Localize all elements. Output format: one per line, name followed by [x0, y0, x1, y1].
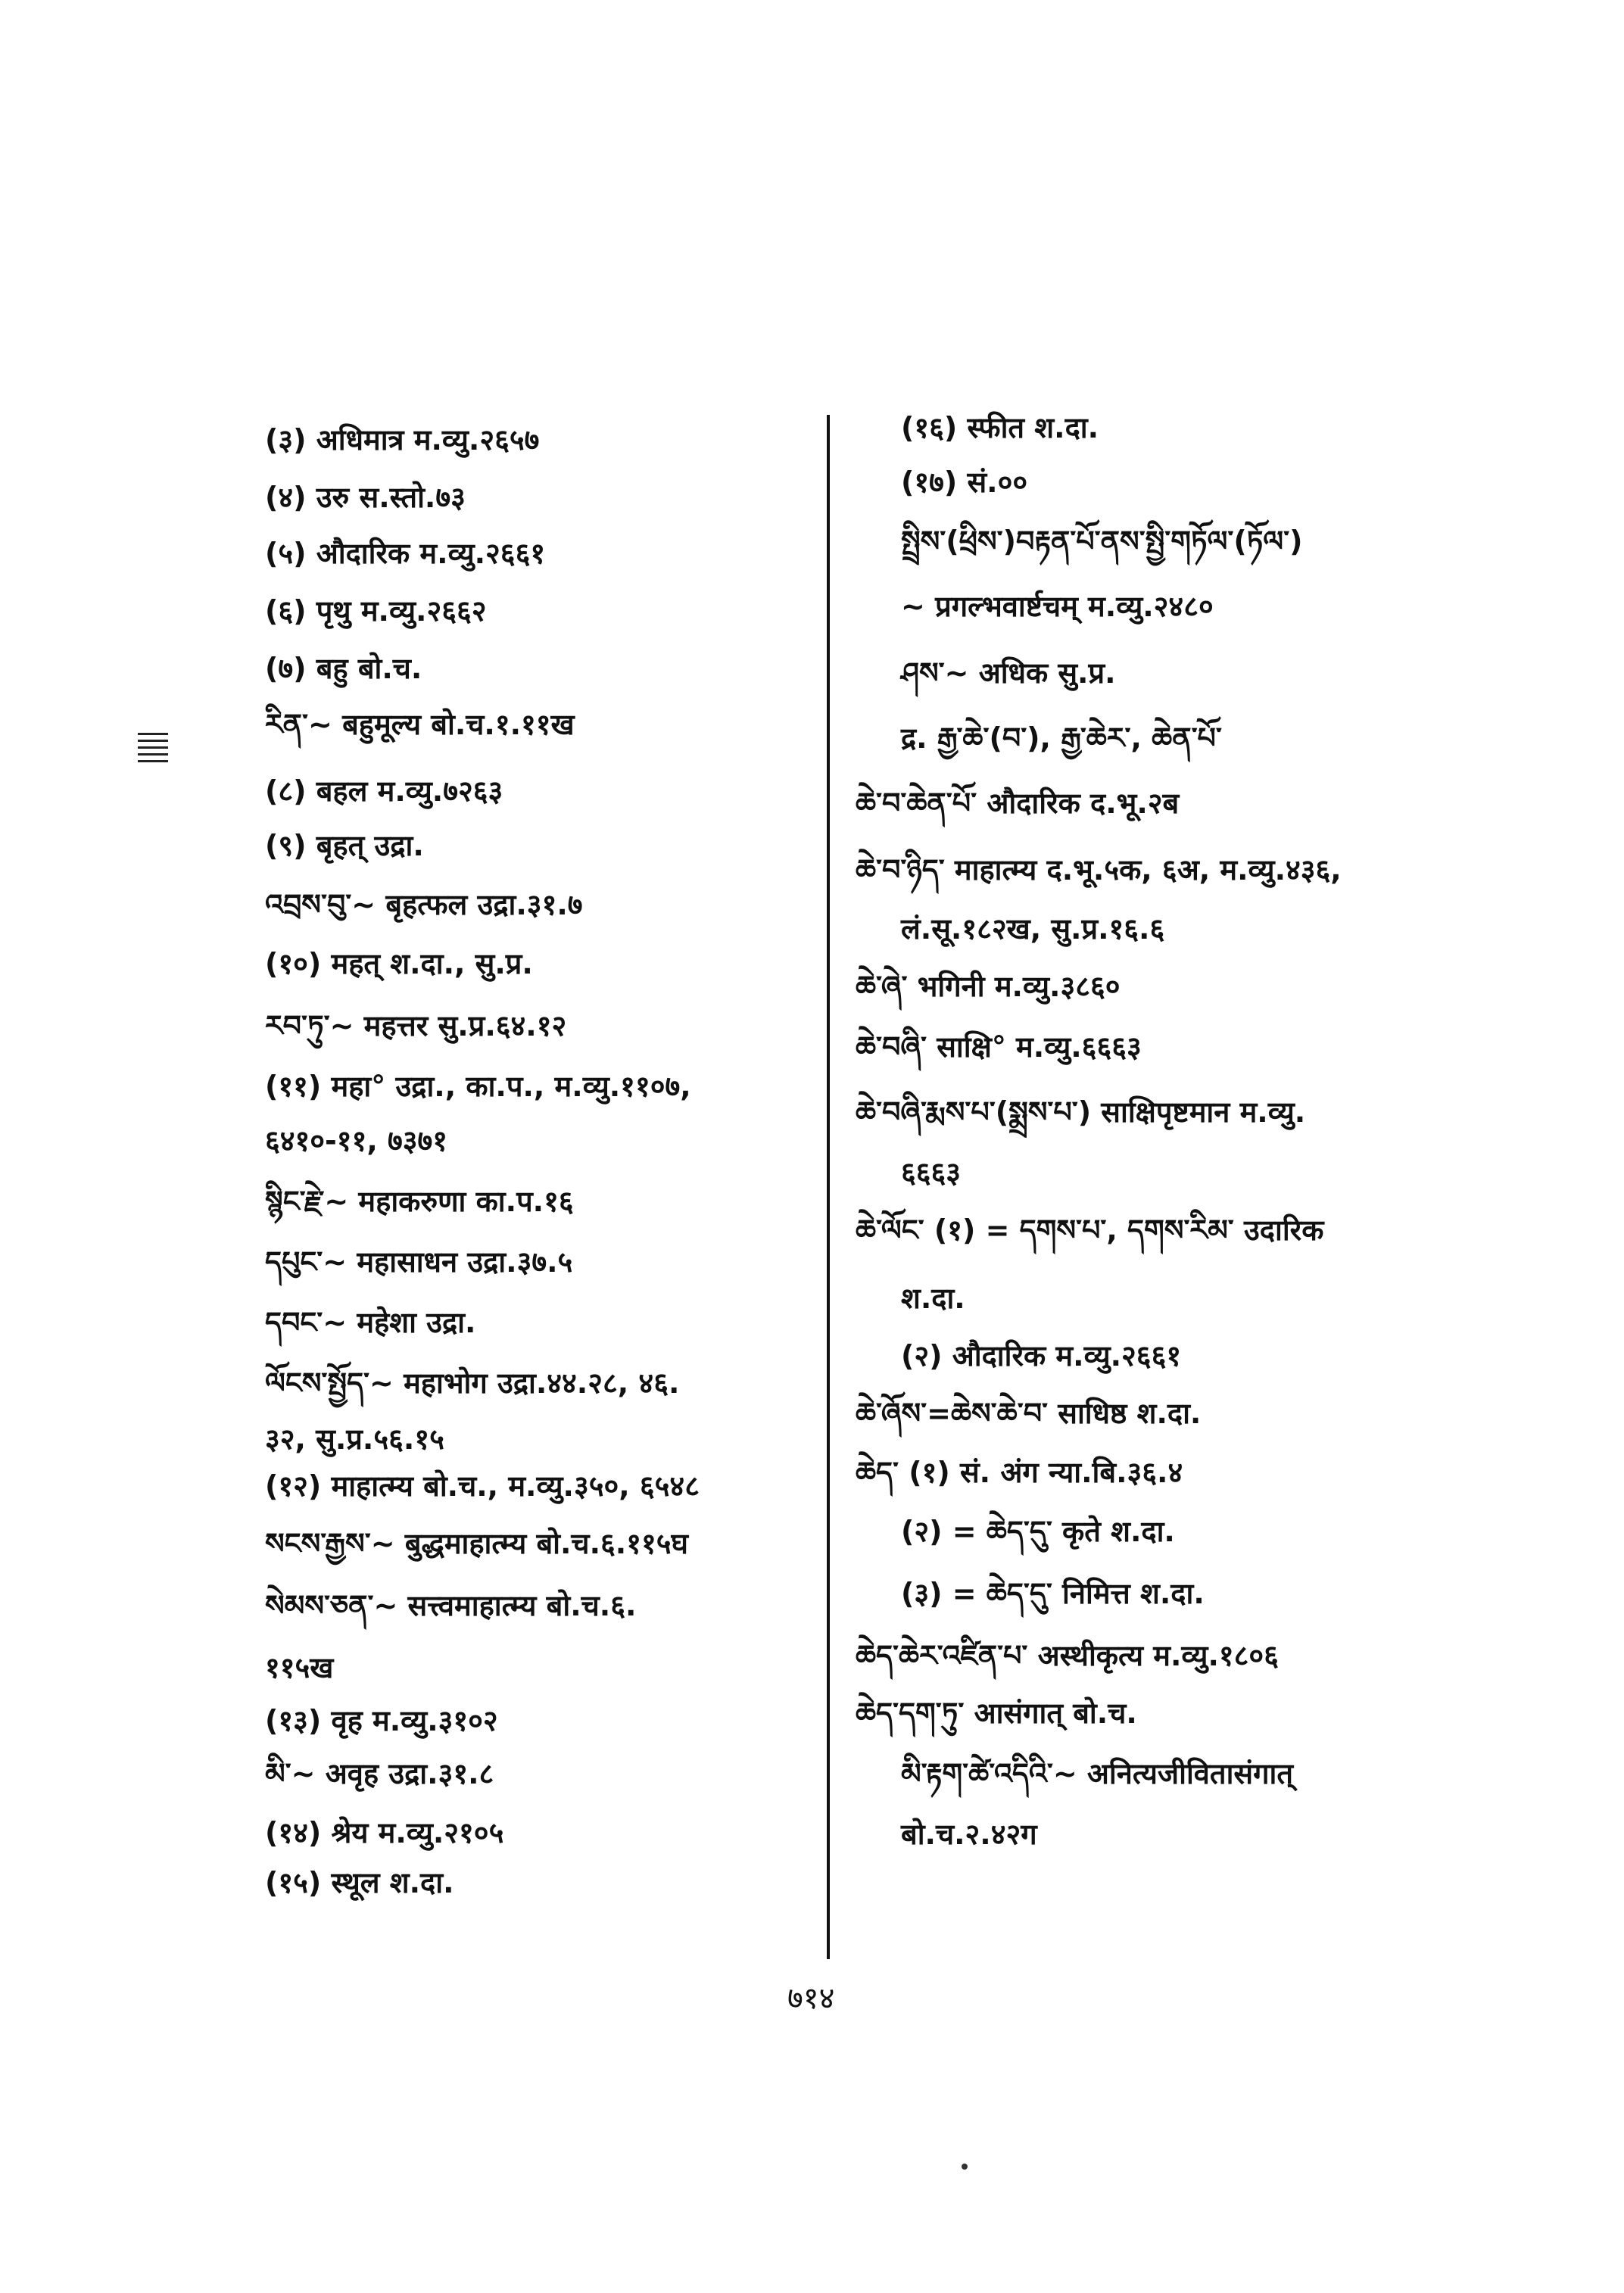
entry-line: མི་~ अवृह उद्रा.३१.८	[265, 1757, 494, 1790]
entry-line: (४) उरु स.स्तो.७३	[265, 481, 466, 514]
entry-line: སྙིང་རྗེ་~ महाकरुणा का.प.१६	[265, 1185, 574, 1218]
entry-line: बो.च.२.४२ग	[901, 1818, 1037, 1851]
entry-line: (३) अधिमात्र म.व्यु.२६५७	[265, 423, 540, 456]
entry-line: ཆེ་བཞི་རྨས་པ་(སྨྲས་པ་) साक्षिपृष्टमान म.व्यु.	[856, 1095, 1306, 1129]
entry-line: ཆེ་ལོང་ (१) = དགས་པ་, དགས་རིམ་ उदारिक	[856, 1213, 1324, 1247]
entry-line: ३२, सु.प्र.५६.१५	[265, 1422, 444, 1456]
entry-line: (११) महा° उद्रा., का.प., म.व्यु.११०७,	[265, 1070, 691, 1103]
entry-line: དབང་~ महेशा उद्रा.	[265, 1306, 476, 1339]
entry-line: (९) बृहत् उद्रा.	[265, 829, 424, 862]
entry-line: (२) = ཆེད་དུ་ कृते श.दा.	[901, 1515, 1175, 1548]
entry-line: སེམས་ཅན་~ सत्त्वमाहात्म्य बो.च.६.	[265, 1589, 637, 1622]
speck	[962, 2164, 968, 2170]
entry-line: ११५ख	[265, 1651, 334, 1684]
entry-line: (६) पृथु म.व्यु.२६६२	[265, 594, 487, 628]
entry-line: (७) बहु बो.च.	[265, 652, 422, 685]
entry-line: ཆེ་བ་ཆེན་པོ་ औदारिक द.भू.२ब	[856, 787, 1180, 820]
entry-line: (८) बहल म.व्यु.७२६३	[265, 774, 503, 808]
entry-line: མི་རྟག་ཚེ་འདིའི་~ अनित्यजीवितासंगात्	[901, 1757, 1294, 1790]
entry-line: द्र. རྒྱ་ཆེ་(བ་), རྒྱ་ཆེར་, ཆེན་པོ་	[901, 721, 1222, 755]
entry-line: (१०) महत् श.दा., सु.प्र.	[265, 947, 533, 980]
entry-line: རབ་ཏུ་~ महत्तर सु.प्र.६४.१२	[265, 1009, 567, 1042]
page-number: ७१४	[787, 1981, 835, 2016]
entry-line: ལོངས་སྤྱོད་~ महाभोग उद्रा.४४.२८, ४६.	[265, 1366, 680, 1400]
entry-line: लं.सू.१८२ख, सु.प्र.१६.६	[901, 912, 1165, 946]
entry-line: ཆེད་ (१) सं. अंग न्या.बि.३६.४	[856, 1456, 1183, 1489]
entry-line: ६६६३	[901, 1156, 962, 1189]
entry-line: དཔུང་~ महासाधन उद्रा.३७.५	[265, 1245, 573, 1279]
entry-line: श.दा.	[901, 1282, 965, 1315]
entry-line: ཤས་~ अधिक सु.प्र.	[901, 656, 1116, 690]
entry-line: (१३) वृह म.व्यु.३१०२	[265, 1704, 498, 1737]
entry-line: ཆེ་བཞི་ साक्षि° म.व्यु.६६६३	[856, 1030, 1142, 1064]
entry-line: ཆེད་དག་ཏུ་ आसंगात् बो.च.	[856, 1696, 1137, 1730]
entry-line: (१२) माहात्म्य बो.च., म.व्यु.३५०, ६५४८	[265, 1469, 700, 1503]
entry-line: (३) = ཆེད་དུ་ निमित्त श.दा.	[901, 1577, 1205, 1610]
margin-ornament	[138, 733, 168, 777]
entry-line: (१७) सं.००	[901, 466, 1028, 499]
entry-line: ६४१०-११, ७३७१	[265, 1124, 448, 1157]
entry-line: ཆེ་ཞོས་=ཆེས་ཆེ་བ་ साधिष्ठ श.दा.	[856, 1397, 1202, 1430]
entry-line: ཆེ་བ་ཉིད་ माहात्म्य द.भू.५क, ६अ, म.व्यु.४३६,	[856, 853, 1342, 886]
entry-line: (२) औदारिक म.व्यु.२६६१	[901, 1339, 1182, 1372]
entry-line: སངས་རྒྱས་~ बुद्धमाहात्म्य बो.च.६.११५घ	[265, 1527, 688, 1560]
entry-line: རིན་~ बहुमूल्य बो.च.१.११ख	[265, 708, 575, 741]
column-divider	[827, 415, 830, 1959]
entry-line: (५) औदारिक म.व्यु.२६६१	[265, 537, 546, 570]
entry-line: འབྲས་བུ་~ बृहत्फल उद्रा.३१.७	[265, 888, 583, 921]
entry-line: ཆེད་ཆེར་འཛིན་པ་ अस्थीकृत्य म.व्यु.१८०६	[856, 1639, 1279, 1672]
entry-line: སྤྲིས་(ཕྲིས་)བརྟན་པོ་ནས་སྤྱི་གཏོལ་(ཏོལ་)	[901, 525, 1303, 558]
entry-line: ~ प्रगल्भवार्ष्टचम् म.व्यु.२४८०	[901, 590, 1214, 623]
entry-line: ཆེ་ཞེ་ भगिनी म.व्यु.३८६०	[856, 970, 1121, 1003]
entry-line: (१४) श्रेय म.व्यु.२१०५	[265, 1816, 504, 1849]
entry-line: (१६) स्फीत श.दा.	[901, 411, 1099, 444]
entry-line: (१५) स्थूल श.दा.	[265, 1866, 454, 1899]
